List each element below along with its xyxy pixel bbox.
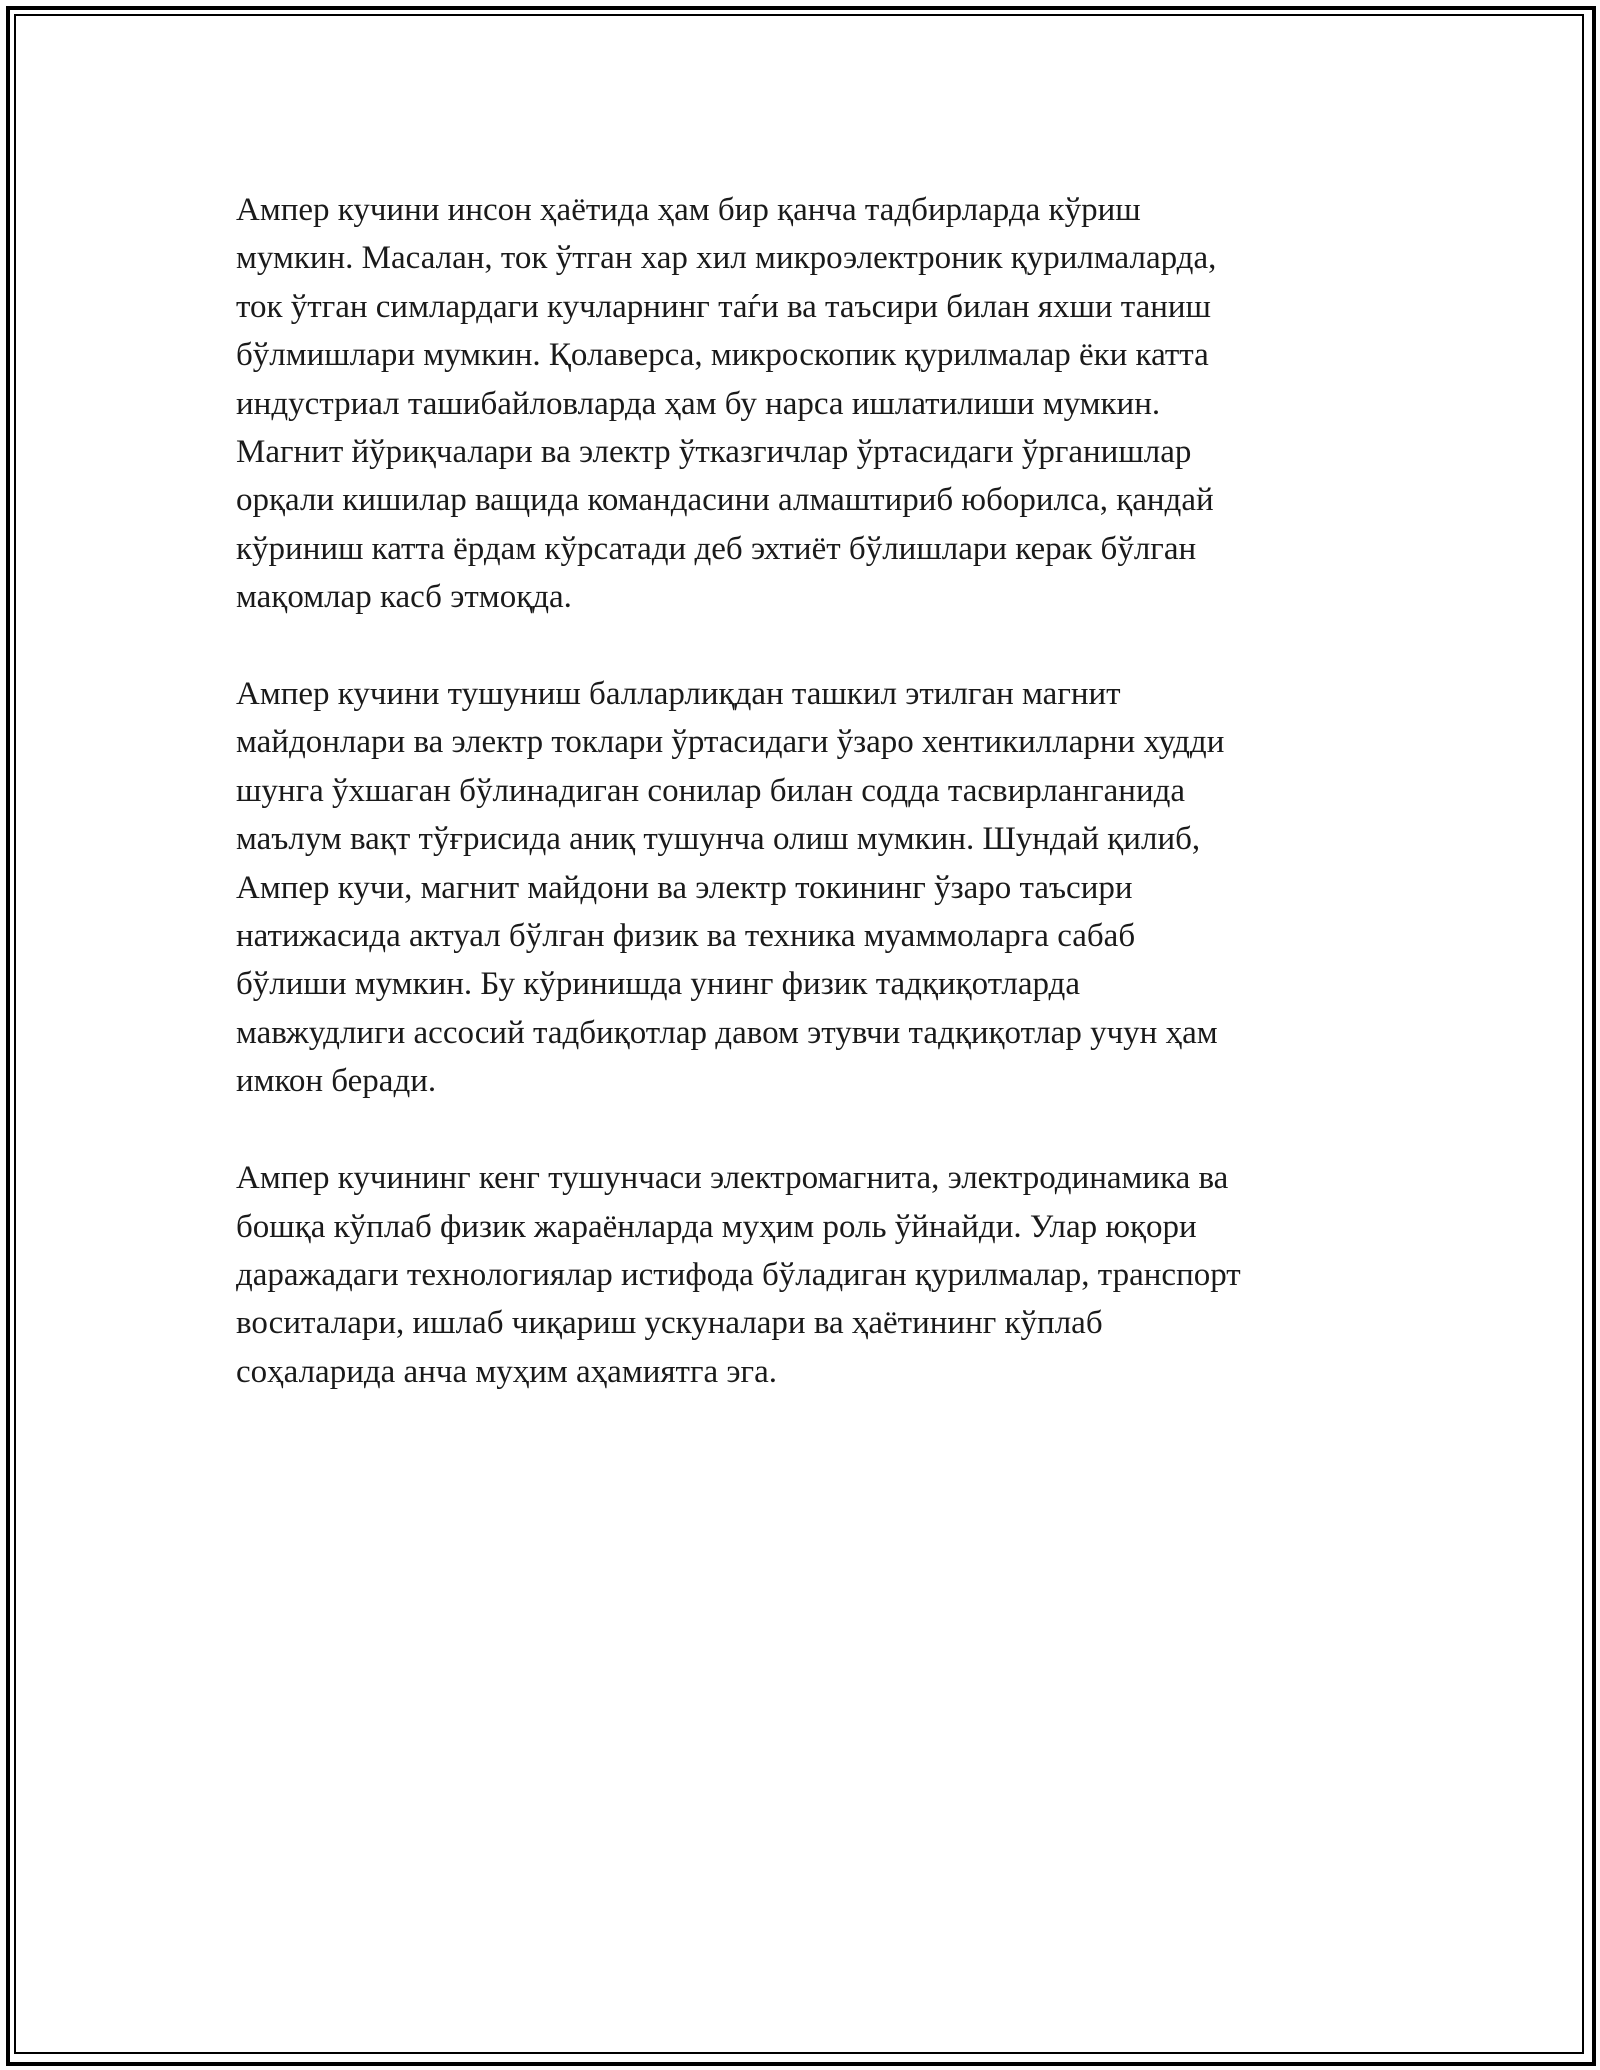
text-line: майдонлари ва электр токлари ўртасидаги ўзаро хентикилларни худди (236, 724, 1225, 761)
text-line: кўриниш катта ёрдам кўрсатади деб эхтиёт бўлишлари керак бўлган (236, 530, 1197, 567)
text-line: индустриал ташибайловларда ҳам бу нарса ишлатилиши мумкин. (236, 385, 1161, 422)
text-line: Ампер кучини инсон ҳаётида ҳам бир қанча тадбирларда кўриш (236, 192, 1141, 228)
text-line: ток ўтган симлардаги кучларнинг таѓи ва таъсири билан яхши таниш (236, 288, 1211, 325)
paragraph-spacer (236, 1106, 1366, 1154)
document-body (236, 186, 1366, 1396)
text-line: шунга ўхшаган бўлинадиган сонилар билан содда тасвирланганида (236, 772, 1186, 809)
text-line: мақомлар касб этмоқда. (236, 579, 572, 616)
text-line: орқали кишилар ващида командасини алмаштириб юборилса, қандай (236, 482, 1214, 519)
text-line: соҳаларида анча муҳим аҳамиятга эга. (236, 1353, 777, 1390)
text-line: натижасида актуал бўлган физик ва техника муаммоларга сабаб (236, 918, 1136, 955)
text-line: даражадаги технологиялар истифода бўладиган қурилмалар, транспорт (236, 1256, 1241, 1293)
text-line: бўлмишлари мумкин. Қолаверса, микроскопик қурилмалар ёки катта (236, 337, 1209, 374)
text-line: бўлиши мумкин. Бу кўринишда унинг физик тадқиқотларда (236, 966, 1080, 1003)
text-line: Магнит йўриқчалари ва электр ўтказгичлар ўртасидаги ўрганишлар (236, 434, 1192, 471)
text-line: воситалари, ишлаб чиқариш ускуналари ва ҳаётининг кўплаб (236, 1305, 1103, 1342)
text-line: бошқа кўплаб физик жараёнларда муҳим роль ўйнайди. Улар юқори (236, 1208, 1197, 1245)
text-line: мавжудлиги ассосий тадбиқотлар давом этувчи тадқиқотлар учун ҳам (236, 1014, 1218, 1051)
text-line: Ампер кучининг кенг тушунчаси электромагнита, электродинамика ва (236, 1160, 1229, 1197)
paragraph-spacer (236, 622, 1366, 670)
text-line: Ампер кучини тушуниш балларлиқдан ташкил этилган магнит (236, 676, 1121, 713)
paragraph (236, 1154, 1366, 1396)
text-line: имкон беради. (236, 1063, 437, 1100)
text-line: мумкин. Масалан, ток ўтган хар хил микроэлектроник қурилмаларда, (236, 240, 1217, 277)
text-line: маълум вақт тўғрисида аниқ тушунча олиш мумкин. Шундай қилиб, (236, 821, 1201, 858)
paragraph (236, 186, 1366, 622)
paragraph (236, 670, 1366, 1106)
text-line: Ампер кучи, магнит майдони ва электр токининг ўзаро таъсири (236, 869, 1133, 906)
